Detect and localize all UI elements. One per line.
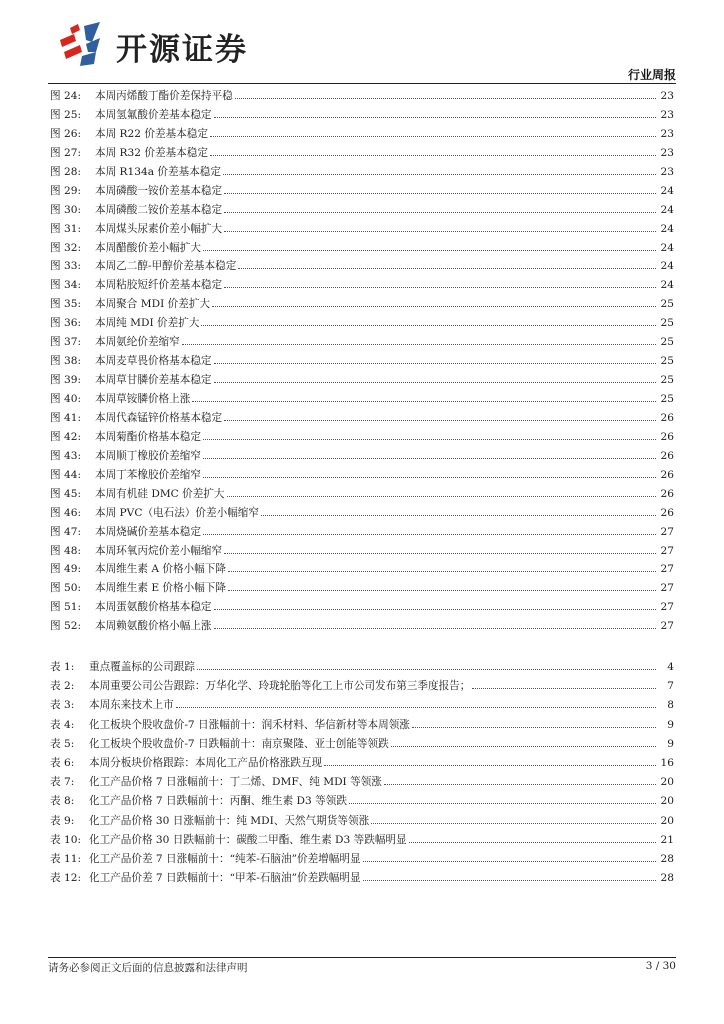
figure-entry[interactable]	[50, 315, 674, 334]
figure-page: 23	[660, 108, 674, 121]
figure-title: 本周蛋氨酸价格基本稳定	[95, 601, 212, 614]
figure-entry[interactable]	[50, 107, 674, 126]
figure-label: 图 43:	[50, 449, 82, 462]
figure-entry[interactable]	[50, 599, 674, 618]
figure-label: 图 30:	[50, 203, 82, 216]
figure-entry[interactable]	[50, 353, 674, 372]
figure-entry[interactable]	[50, 88, 674, 107]
dot-leader	[224, 212, 656, 213]
figure-entry[interactable]	[50, 429, 674, 448]
figure-page: 27	[660, 620, 674, 633]
figure-title: 本周 R22 价差基本稳定	[95, 127, 208, 140]
figure-page: 25	[660, 336, 674, 349]
dot-leader	[214, 628, 656, 629]
dot-leader	[391, 746, 656, 747]
figure-title: 本周纯 MDI 价差扩大	[95, 317, 200, 330]
figure-page: 24	[660, 222, 674, 235]
table-page: 16	[660, 756, 674, 769]
figure-page: 25	[660, 374, 674, 387]
figure-page: 26	[660, 430, 674, 443]
figure-entry[interactable]	[50, 258, 674, 277]
dot-leader	[224, 553, 656, 554]
figure-entry[interactable]	[50, 524, 674, 543]
figure-title: 本周维生素 A 价格小幅下降	[95, 563, 226, 576]
dot-leader	[203, 458, 656, 459]
table-title: 本周东来技术上市	[89, 699, 174, 712]
table-page: 20	[660, 776, 674, 789]
table-entry[interactable]	[50, 774, 674, 793]
figure-title: 本周草铵膦价格上涨	[95, 393, 191, 405]
table-title: 化工产品价格 7 日涨幅前十：丁二烯、DMF、纯 MDI 等领涨	[89, 776, 382, 789]
table-page: 21	[660, 833, 674, 846]
table-label: 表 10:	[50, 833, 82, 846]
figure-page: 25	[660, 355, 674, 368]
figure-entry[interactable]	[50, 561, 674, 580]
dot-leader	[349, 803, 656, 804]
dot-leader	[472, 688, 656, 689]
figure-entry[interactable]	[50, 391, 674, 410]
figure-page: 27	[660, 525, 674, 538]
table-label: 表 2:	[50, 680, 75, 693]
table-page: 28	[660, 872, 674, 885]
figure-title: 本周烧碱价差基本稳定	[95, 525, 201, 538]
dot-leader	[228, 571, 656, 572]
dot-leader	[228, 590, 656, 591]
figure-page: 26	[660, 506, 674, 519]
figure-page: 24	[660, 184, 674, 197]
figure-page: 23	[660, 127, 674, 140]
figure-page: 25	[660, 317, 674, 330]
figure-entry[interactable]	[50, 277, 674, 296]
figure-entry[interactable]	[50, 505, 674, 524]
figure-label: 图 40:	[50, 393, 82, 405]
figure-title: 本周 R32 价差基本稳定	[95, 146, 208, 159]
figure-entry[interactable]	[50, 164, 674, 183]
figure-title: 本周丁苯橡胶价差缩窄	[95, 468, 201, 481]
table-page: 20	[660, 814, 674, 827]
dot-leader	[363, 861, 656, 862]
table-title: 化工产品价格 30 日涨幅前十：纯 MDI、天然气期货等领涨	[89, 814, 370, 827]
table-page: 20	[660, 795, 674, 808]
figure-page: 24	[660, 241, 674, 254]
figure-title: 本周氨纶价差缩窄	[95, 336, 180, 349]
figure-title: 本周乙二醇-甲醇价差基本稳定	[95, 260, 237, 273]
figure-label: 图 46:	[50, 506, 82, 519]
figure-title: 本周氢氟酸价差基本稳定	[95, 108, 212, 121]
figure-label: 图 34:	[50, 279, 82, 292]
dot-leader	[197, 669, 656, 670]
figure-label: 图 52:	[50, 620, 82, 633]
dot-leader	[212, 306, 656, 307]
dot-leader	[203, 477, 656, 478]
brand-logo-icon	[56, 22, 108, 66]
table-title: 化工产品价差 7 日涨幅前十：“纯苯-石脑油”价差增幅明显	[89, 852, 361, 865]
figure-title: 本周聚合 MDI 价差扩大	[95, 298, 211, 311]
figure-label: 图 41:	[50, 411, 82, 424]
table-title: 化工产品价格 30 日跌幅前十：碳酸二甲酯、维生素 D3 等跌幅明显	[89, 833, 407, 846]
figure-title: 本周菊酯价格基本稳定	[95, 430, 201, 443]
figure-entry[interactable]	[50, 202, 674, 221]
figure-page: 26	[660, 449, 674, 462]
figure-entry[interactable]	[50, 240, 674, 259]
figure-entry[interactable]	[50, 372, 674, 391]
figure-label: 图 24:	[50, 90, 82, 102]
page-number: 3 / 30	[645, 960, 676, 972]
disclaimer-note: 请务必参阅正文后面的信息披露和法律声明	[48, 962, 248, 974]
table-entry[interactable]	[50, 736, 674, 755]
figure-label: 图 45:	[50, 487, 82, 500]
dot-leader	[224, 420, 656, 421]
table-entry[interactable]	[50, 793, 674, 812]
figure-title: 本周磷酸一铵价差基本稳定	[95, 184, 223, 197]
figure-title: 本周顺丁橡胶价差缩窄	[95, 449, 201, 462]
dot-leader	[182, 344, 656, 345]
table-entry[interactable]	[50, 755, 674, 774]
dot-leader	[210, 136, 656, 137]
figure-label: 图 50:	[50, 582, 82, 595]
figure-entry[interactable]	[50, 467, 674, 486]
table-title: 化工产品价格 7 日跌幅前十：丙酮、维生素 D3 等领跌	[89, 795, 347, 808]
figure-page: 25	[660, 393, 674, 405]
table-label: 表 1:	[50, 661, 75, 673]
dot-leader	[203, 250, 656, 251]
dot-leader	[210, 155, 656, 156]
figure-page: 27	[660, 601, 674, 614]
figure-label: 图 48:	[50, 544, 82, 557]
figure-page: 26	[660, 468, 674, 481]
table-page: 9	[667, 737, 674, 750]
dot-leader	[214, 363, 656, 364]
table-label: 表 8:	[50, 795, 75, 808]
figure-index	[50, 88, 674, 637]
brand-name: 开源证券	[116, 32, 248, 68]
figure-label: 图 29:	[50, 184, 82, 197]
figure-title: 本周醋酸价差小幅扩大	[95, 241, 201, 254]
figure-page: 26	[660, 411, 674, 424]
figure-entry[interactable]	[50, 334, 674, 353]
figure-label: 图 44:	[50, 468, 82, 481]
figure-label: 图 36:	[50, 317, 82, 330]
dot-leader	[224, 231, 656, 232]
figure-entry[interactable]	[50, 543, 674, 562]
figure-title: 本周磷酸二铵价差基本稳定	[95, 203, 223, 216]
dot-leader	[384, 784, 656, 785]
table-index	[50, 659, 674, 889]
table-page: 4	[667, 661, 674, 673]
figure-label: 图 31:	[50, 222, 82, 235]
table-title: 化工产品价差 7 日跌幅前十：“甲苯-石脑油”价差跌幅明显	[89, 872, 361, 885]
figure-title: 本周麦草畏价格基本稳定	[95, 355, 212, 368]
dot-leader	[201, 325, 656, 326]
dot-leader	[192, 401, 656, 402]
table-entry[interactable]	[50, 659, 674, 678]
figure-entry[interactable]	[50, 183, 674, 202]
dot-leader	[238, 268, 656, 269]
dot-leader	[409, 842, 656, 843]
table-label: 表 4:	[50, 718, 75, 731]
footer-divider	[48, 957, 676, 958]
table-page: 8	[667, 699, 674, 712]
table-label: 表 7:	[50, 776, 75, 789]
figure-label: 图 49:	[50, 563, 82, 576]
report-type: 行业周报	[627, 68, 676, 82]
figure-title: 本周丙烯酸丁酯价差保持平稳	[95, 90, 233, 102]
figure-entry[interactable]	[50, 448, 674, 467]
table-label: 表 12:	[50, 872, 82, 885]
figure-entry[interactable]	[50, 486, 674, 505]
dot-leader	[235, 98, 656, 99]
figure-label: 图 42:	[50, 430, 82, 443]
dot-leader	[214, 382, 656, 383]
dot-leader	[223, 174, 656, 175]
figure-page: 27	[660, 563, 674, 576]
dot-leader	[371, 823, 656, 824]
brand-logo	[56, 22, 286, 66]
figure-label: 图 35:	[50, 298, 82, 311]
figure-page: 23	[660, 146, 674, 159]
dot-leader	[214, 117, 656, 118]
figure-label: 图 25:	[50, 108, 82, 121]
figure-title: 本周煤头尿素价差小幅扩大	[95, 222, 223, 235]
figure-label: 图 27:	[50, 146, 82, 159]
table-title: 化工板块个股收盘价-7 日涨幅前十：润禾材料、华信新材等本周领涨	[89, 718, 410, 731]
figure-label: 图 32:	[50, 241, 82, 254]
figure-label: 图 38:	[50, 355, 82, 368]
dot-leader	[214, 609, 656, 610]
figure-page: 27	[660, 544, 674, 557]
table-entry[interactable]	[50, 717, 674, 736]
dot-leader	[224, 193, 656, 194]
table-page: 9	[667, 718, 674, 731]
figure-page: 23	[660, 90, 674, 102]
figure-label: 图 33:	[50, 260, 82, 273]
table-title: 本周重要公司公告跟踪：万华化学、玲珑轮胎等化工上市公司发布第三季度报告；	[89, 680, 471, 693]
figure-title: 本周有机硅 DMC 价差扩大	[95, 487, 225, 500]
table-title: 重点覆盖标的公司跟踪	[89, 661, 195, 673]
figure-title: 本周维生素 E 价格小幅下降	[95, 582, 226, 595]
figure-title: 本周粘胶短纤价差基本稳定	[95, 279, 223, 292]
figure-label: 图 26:	[50, 127, 82, 140]
figure-entry[interactable]	[50, 145, 674, 164]
table-page: 7	[667, 680, 674, 693]
table-entry[interactable]	[50, 678, 674, 697]
figure-page: 26	[660, 487, 674, 500]
figure-entry[interactable]	[50, 221, 674, 240]
table-entry[interactable]	[50, 870, 674, 889]
figure-label: 图 51:	[50, 601, 82, 614]
figure-title: 本周代森锰锌价格基本稳定	[95, 411, 223, 424]
dot-leader	[203, 534, 656, 535]
figure-page: 23	[660, 165, 674, 178]
figure-entry[interactable]	[50, 580, 674, 599]
dot-leader	[324, 765, 656, 766]
page-header	[0, 0, 724, 90]
table-entry[interactable]	[50, 832, 674, 851]
dot-leader	[227, 496, 656, 497]
figure-page: 24	[660, 203, 674, 216]
table-label: 表 9:	[50, 814, 75, 827]
figure-page: 27	[660, 582, 674, 595]
figure-title: 本周 R134a 价差基本稳定	[95, 165, 221, 178]
table-label: 表 6:	[50, 756, 75, 769]
figure-title: 本周赖氨酸价格小幅上涨	[95, 620, 212, 633]
figure-title: 本周 PVC（电石法）价差小幅缩窄	[95, 506, 259, 519]
dot-leader	[203, 439, 656, 440]
table-label: 表 5:	[50, 737, 75, 750]
table-entry[interactable]	[50, 697, 674, 716]
figure-entry[interactable]	[50, 126, 674, 145]
table-page: 28	[660, 852, 674, 865]
figure-label: 图 28:	[50, 165, 82, 178]
figure-page: 25	[660, 298, 674, 311]
figure-title: 本周草甘膦价差基本稳定	[95, 374, 212, 387]
figure-title: 本周环氧丙烷价差小幅缩窄	[95, 544, 223, 557]
dot-leader	[363, 880, 656, 881]
dot-leader	[412, 727, 656, 728]
figure-entry[interactable]	[50, 410, 674, 429]
table-title: 本周分板块价格跟踪：本周化工产品价格涨跌互现	[89, 756, 323, 769]
dot-leader	[261, 515, 656, 516]
figure-label: 图 47:	[50, 525, 82, 538]
table-entry[interactable]	[50, 851, 674, 870]
figure-entry[interactable]	[50, 618, 674, 637]
figure-page: 24	[660, 260, 674, 273]
table-label: 表 3:	[50, 699, 75, 712]
dot-leader	[176, 707, 656, 708]
figure-page: 24	[660, 279, 674, 292]
table-title: 化工板块个股收盘价-7 日跌幅前十：南京聚隆、亚士创能等领跌	[89, 737, 389, 750]
table-entry[interactable]	[50, 813, 674, 832]
figure-entry[interactable]	[50, 296, 674, 315]
table-label: 表 11:	[50, 852, 82, 865]
figure-label: 图 37:	[50, 336, 82, 349]
dot-leader	[224, 287, 656, 288]
figure-label: 图 39:	[50, 374, 82, 387]
header-divider	[48, 83, 676, 84]
